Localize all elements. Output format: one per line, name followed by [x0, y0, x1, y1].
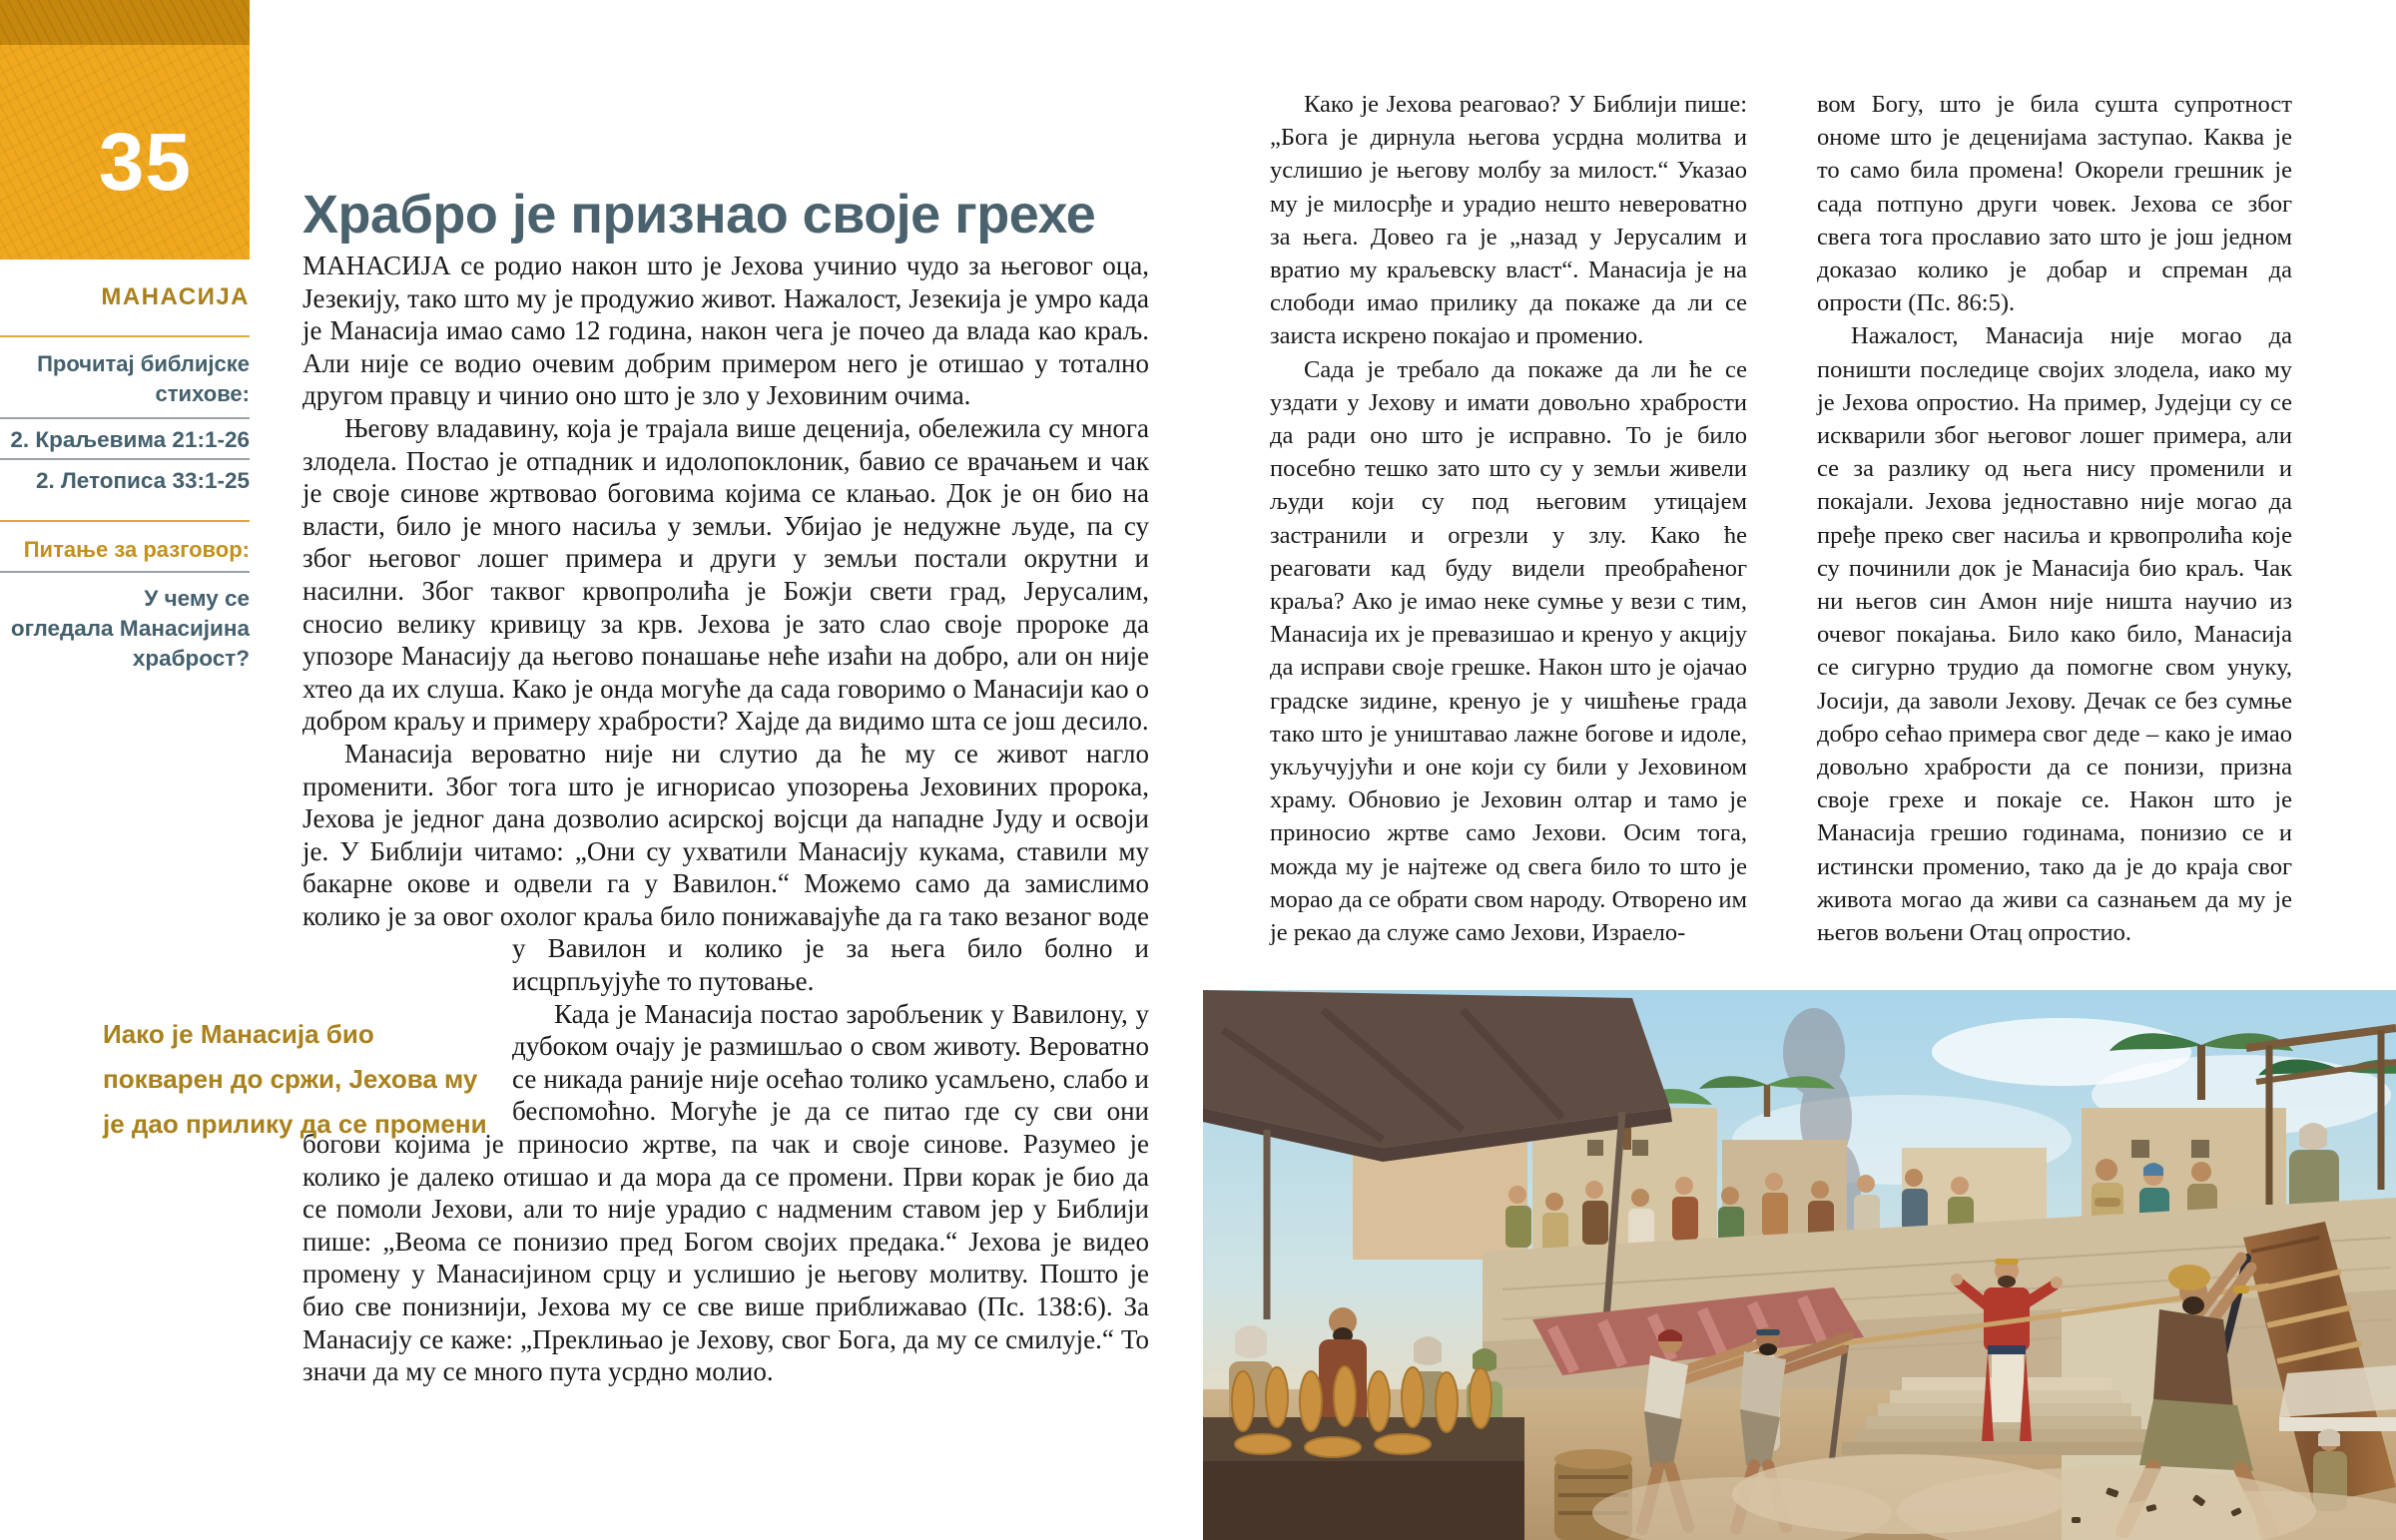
paragraph: Како је Јехова реаговао? У Библији пише: „Бога је дирнула његова усрдна молитва и услишио је његову молбу за милост.“ Указао му је милосрђе и урадио нешто невероватно за њега. Довео га је „назад у Јерусалим и вратио му краљевску власт“. Манасија је на слободи имао прилику да покаже да ли се заиста искрено покајао и променио.: [1270, 91, 1747, 350]
discussion-question: У чему се огледала Манасијина храброст?: [10, 586, 250, 671]
scripture-ref-2: 2. Летописа 33:1-25: [35, 468, 250, 493]
paragraph: Манасија вероватно није ни слутио да ће му се живот нагло променити. Због тога што је игнорисао упозорења Јеховиних пророка, Јехова је једног дана дозволио асирској војсци да нападне Јуду и освоји је. У Библији читамо: „Они су ухватили Манасију кукама, ставили му бакарне окове и одвели га у Вавилон.“ Можемо само да замислимо колико је за овог охолог краља било понижавајуће да га тако везаног воде у Вавилон и колико је за њега било болно и исцрпљујуће то путовање.: [302, 738, 1149, 998]
divider: [0, 458, 250, 460]
paragraph: вом Богу, што је била сушта супротност ономе што је деценијама заступао. Каква је то само била промена! Окорели грешник је сада потпуно други човек. Јехова се због свега тога прославио зато што је још једном доказао колико је добар и спреман да опрости (Пс. 86:5).: [1817, 91, 2292, 317]
chapter-number-box: [0, 0, 250, 259]
discussion-question-label: Питање за разговор:: [23, 537, 250, 562]
divider: [0, 520, 250, 522]
divider: [0, 417, 250, 419]
paragraph: Када је Манасија постао заробљеник у Вавилону, у дубоком очају је размишљао о свом животу. Вероватно се никада раније није осећао толико усамљено, слабо и беспомоћно. Могуће је да се питао где су сви они богови којима је приносио жртве, па чак и своје синове. Разумео је колико је далеко отишао и да мора да се промени. Први корак је био да се помоли Јехови, али то није урадио с надменим ставом јер у Библији пише: „Веома се понизио пред Богом својих предака.“ Јехова је видео промену у Манасијином срцу и услишио је његову молитву. Пошто је био све понизнији, Јехова му се све више приближавао (Пс. 138:6). За Манасију се каже: „Преклињао је Јехову, свог Бога, да му се смилује.“ То значи да му се много пута усрдно молио.: [302, 998, 1149, 1387]
article-column-3: [1817, 88, 2292, 949]
divider: [0, 571, 250, 573]
paragraph: Сада је требало да покаже да ли ће се уздати у Јехову и имати довољно храбрости да ради оно што је исправно. То је било посебно тешко зато што су у земљи живели људи који су под његовим утицајем застранили и огрезли у злу. Како ће реаговати кад буду видели преобраћеног краља? Ако је имао неке сумње у вези с тим, Манасија их је превазишао и кренуо у акцију да исправи своје грешке. Након што је ојачао градске зидине, кренуо је у чишћење града тако што је уништавао лажне богове и идоле, укључујући и оне који су били у Јеховином храму. Обновио је Јеховин олтар и тамо је приносио жртве само Јехови. Осим тога, можда му је најтеже од свега било то што је морао да се обрати свом народу. Отворено им је рекао да служе само Јехови, Израело-: [1270, 355, 1747, 947]
paragraph: Нажалост, Манасија није могао да поништи последице својих злодела, иако му је Јехова опростио. На пример, Јудејци су се искварили због његовог лошег примера, али се за разлику од њега нису променили и покајали. Јехова једноставно није могао да пређе преко свег насиља и крвопролића које су починили док је Манасија био краљ. Чак ни његов син Амон није ништа научио из очевог покајања. Било како било, Манасија се сигурно трудио да помогне свом унуку, Јосији, да заволи Јехову. Дечак се без сумње добро сећао примера свог деде – како је имао довољно храбрости да се понизи, призна своје грехе и покаје се. Након што је Манасија грешио годинама, понизио се и истински променио, тако да је до краја свог живота могао да живи са сазнањем да му је његов вољени Отац опростио.: [1817, 322, 2292, 947]
paragraph: МАНАСИЈА се родио након што је Јехова учинио чудо за његовог оца, Језекију, тако што му је продужио живот. Нажалост, Језекија је умро када је Манасија имао само 12 година, након чега је почео да влада као краљ. Али није се водио очевим добрим примером него је отишао у тотално другом правцу и чинио оно што је зло у Јеховиним очима.: [302, 251, 1149, 411]
lesson-sidebar: [0, 0, 250, 1540]
chapter-number: 35: [98, 117, 192, 208]
person-name: МАНАСИЈА: [101, 283, 250, 310]
read-scriptures-label: Прочитај библијске стихове:: [37, 351, 250, 406]
article-title: Храбро је признао своје грехе: [302, 185, 1096, 246]
scripture-ref-1: 2. Краљевима 21:1-26: [10, 427, 250, 452]
article-column-1: [302, 250, 1149, 1388]
manasseh-destroying-idols-illustration: [1203, 990, 2396, 1540]
chapter-box-top-band: [0, 0, 250, 45]
article-column-2: [1270, 88, 1747, 949]
pull-quote-caption: Иако је Манасија био покварен до сржи, Јехова му је дао прилику да се промени: [103, 1019, 487, 1139]
paragraph: Његову владавину, која је трајала више деценија, обележила су многа злодела. Постао је отпадник и идолопоклоник, бавио се врачањем и чак је своје синове жртвовао боговима којима се клањао. Док је он био на власти, било је много насиља у земљи. Убијао је недужне људе, па су због његовог лошег примера и други у земљи постали окрутни и насилни. Због таквог крвопролића је Божји свети град, Јерусалим, сносио велику кривицу за крв. Јехова је зато слао своје пророке да упозоре Манасију да његово понашање неће изаћи на добро, али он није хтео да их слуша. Како је онда могуће да сада говоримо о Манасији као о добром краљу и примеру храбрости? Хајде да видимо шта се још десило.: [302, 412, 1149, 737]
divider: [0, 335, 250, 337]
